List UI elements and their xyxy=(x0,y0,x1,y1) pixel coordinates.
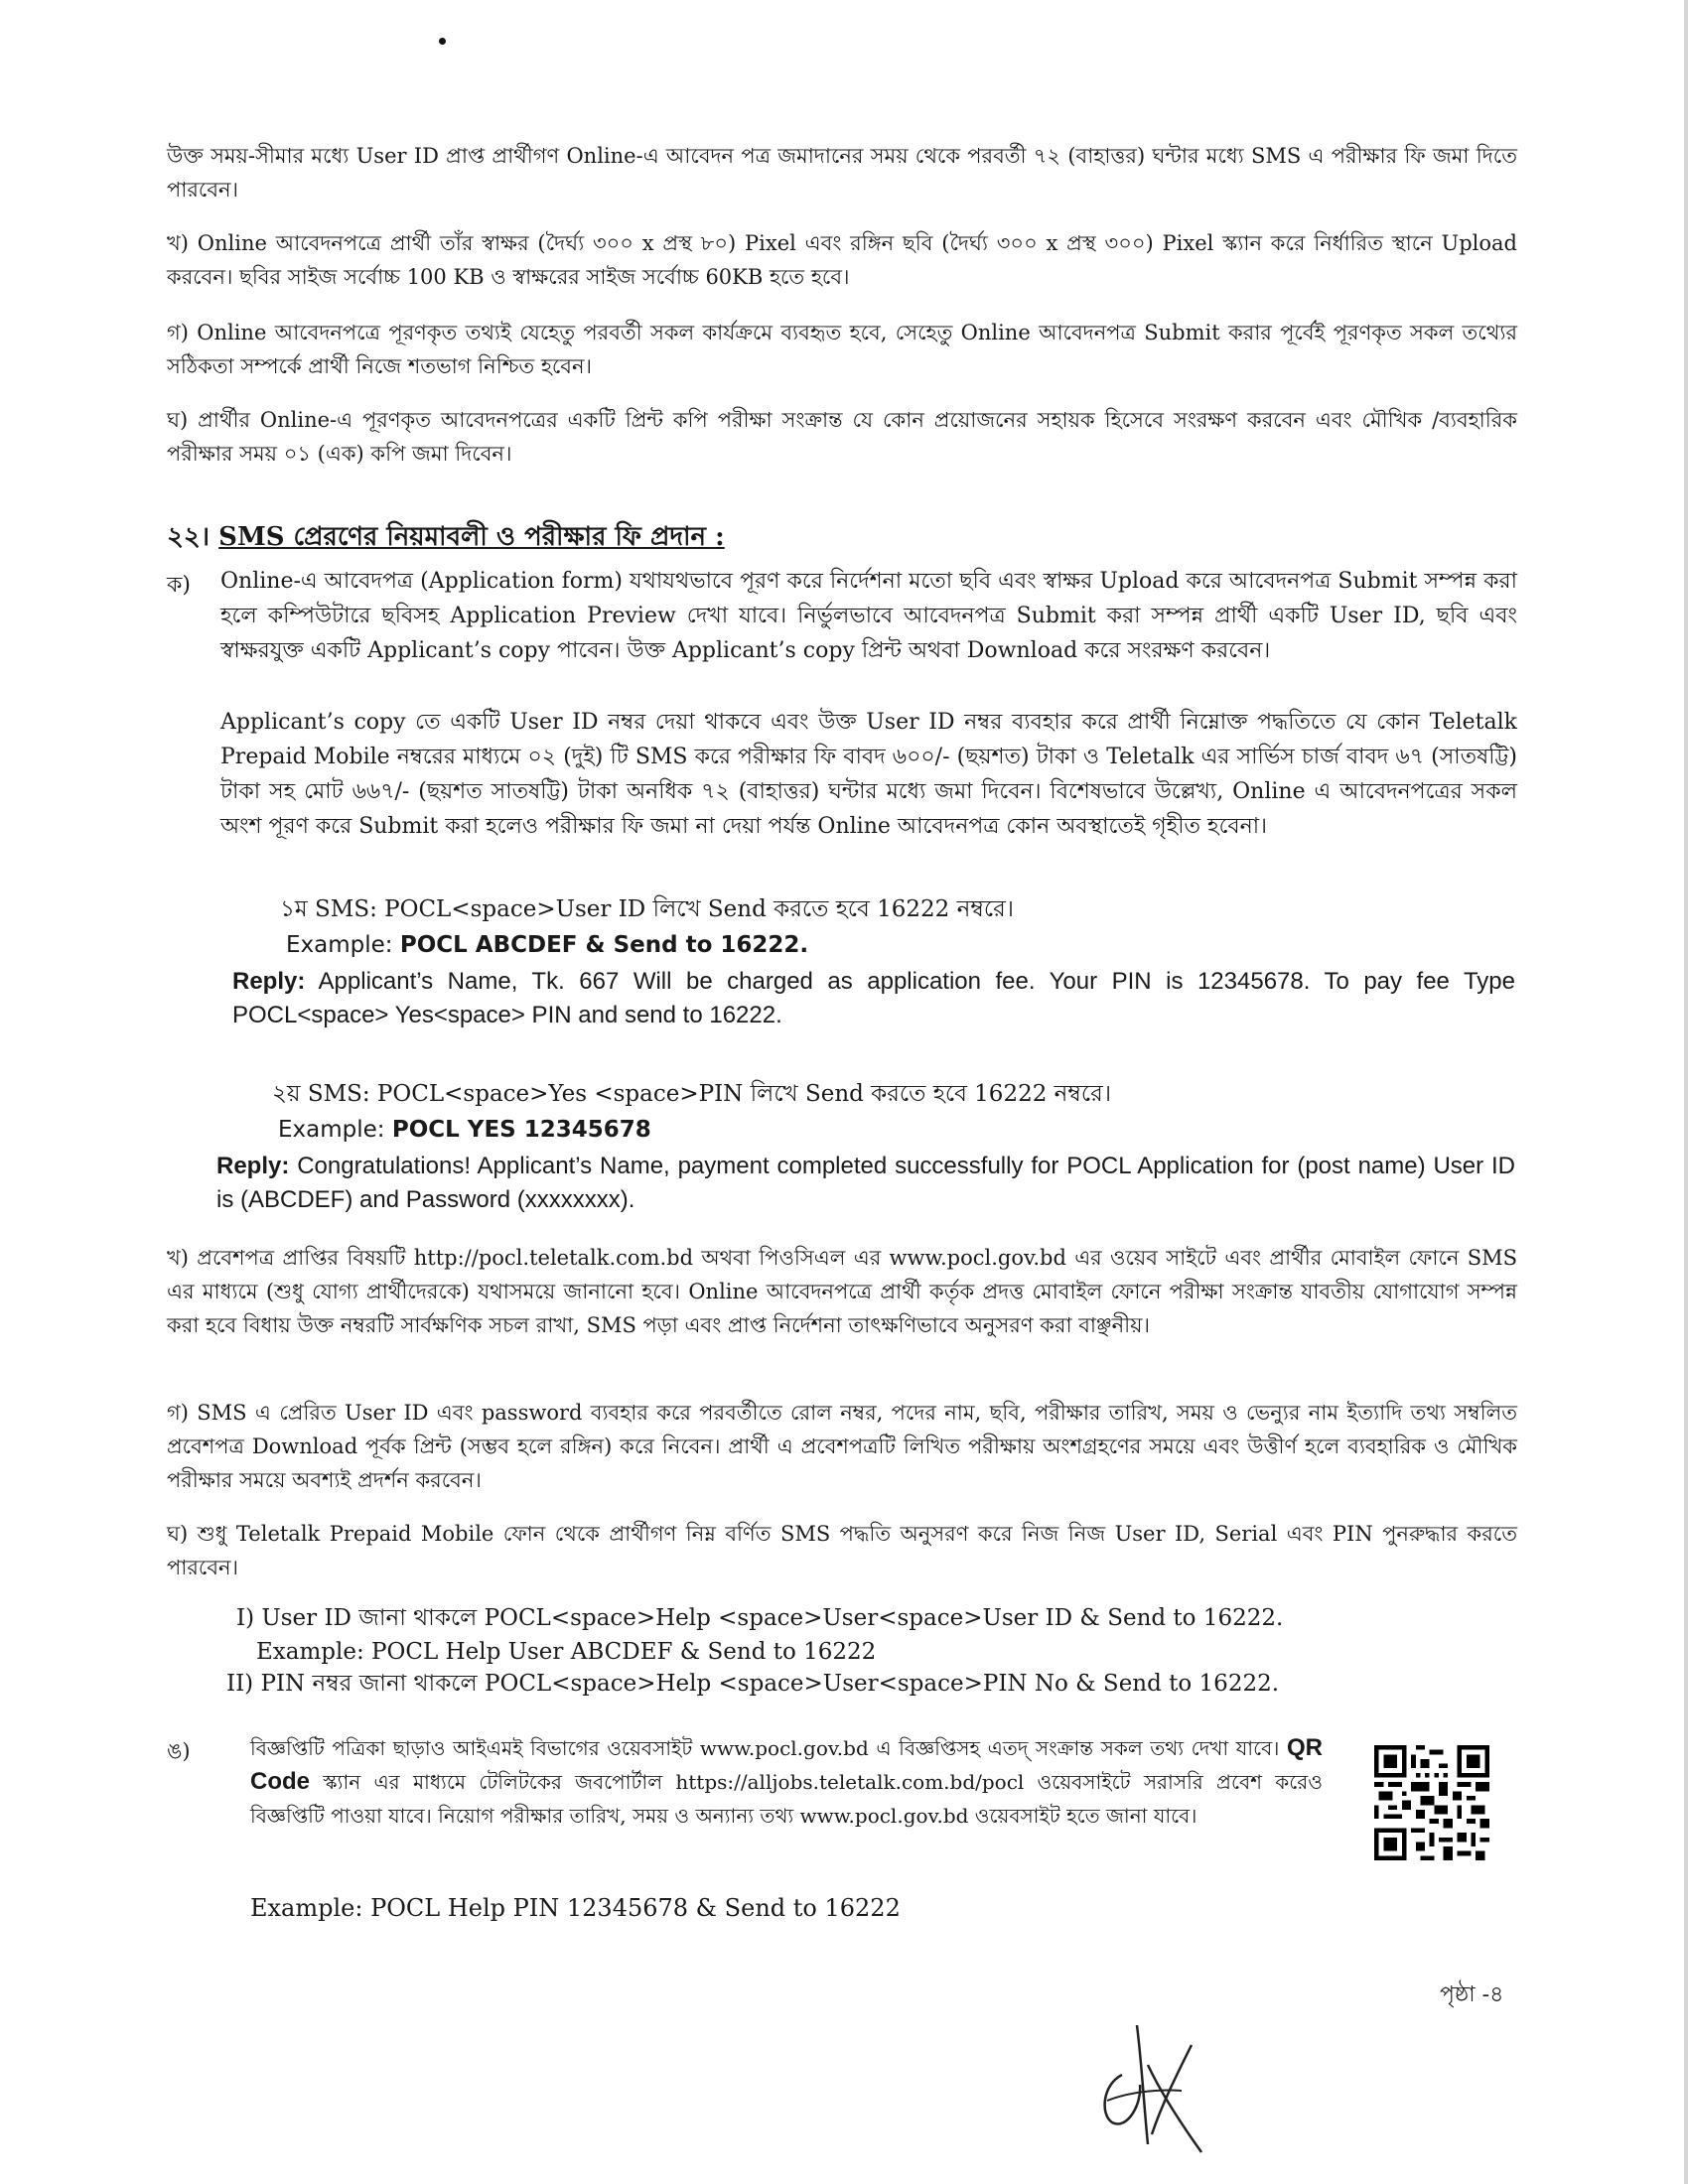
sms2-reply-label: Reply: xyxy=(216,1153,290,1179)
qr-code-label: QR Code xyxy=(250,1734,1323,1795)
item-uo-text-a: বিজ্ঞপ্তিটি পত্রিকা ছাড়াও আইএমই বিভাগের ওয়েবসাইট www.pocl.gov.bd এ বিজ্ঞপ্তিসহ এতদ্‌ সংক্রান্ত সকল তথ্য দেখা যাবে। xyxy=(250,1736,1287,1760)
item-gha-bottom: ঘ) শুধু Teletalk Prepaid Mobile ফোন থেকে প্রার্থীগণ নিম্ন বর্ণিত SMS পদ্ধতি অনুসরণ করে নিজ নিজ User ID, Serial এবং PIN পুনরুদ্ধার করতে পারবেন। xyxy=(167,1522,1517,1579)
item-ga-bottom: গ) SMS এ প্রেরিত User ID এবং password ব্যবহার করে পরবর্তীতে রোল নম্বর, পদের নাম, ছবি, পরীক্ষার তারিখ, সময় ও ভেন্যুর নাম ইত্যাদি তথ্য সম্বলিত প্রবেশপত্র Download পূর্বক প্রিন্ট (সম্ভব হলে রঙ্গিন) করে নিবেন। প্রার্থী এ প্রবেশপত্রটি লিখিত পরীক্ষায় অংশগ্রহণের সময়ে এবং উত্তীর্ণ হলে ব্যবহারিক ও মৌখিক পরীক্ষার সময়ে অবশ্যই প্রদর্শন করবেন। xyxy=(167,1401,1517,1492)
page-number: পৃষ্ঠা -৪ xyxy=(1440,1982,1504,2007)
sms1-example-value: POCL ABCDEF & Send to 16222. xyxy=(399,932,809,958)
sms1-reply-text: Applicant’s Name, Tk. 667 Will be charged as application fee. Your PIN is 12345678. To pay fee Type POCL<space> Yes<space> PIN and send to 16222. xyxy=(232,968,1515,1028)
sms2-reply xyxy=(216,1150,1515,1217)
sms2-example-value: POCL YES 12345678 xyxy=(391,1117,651,1143)
item-ga-top: গ) Online আবেদনপত্রে পূরণকৃত তথ্যই যেহেতু পরবর্তী সকল কার্যক্রমে ব্যবহৃত হবে, সেহেতু Online আবেদনপত্র Submit করার পূর্বেই পূরণকৃত সকল তথ্যের সঠিকতা সম্পর্কে প্রার্থী নিজে শতভাগ নিশ্চিত হবেন। xyxy=(167,321,1517,378)
item-kha-top: খ) Online আবেদনপত্রে প্রার্থী তাঁর স্বাক্ষর (দৈর্ঘ্য ৩০০ x প্রস্থ ৮০) Pixel এবং রঙ্গিন ছবি (দৈর্ঘ্য ৩০০ x প্রস্থ ৩০০) Pixel স্ক্যান করে নির্ধারিত স্থানে Upload করবেন। ছবির সাইজ সর্বোচ্চ 100 KB ও স্বাক্ষরের সাইজ সর্বোচ্চ 60KB হতে হবে। xyxy=(167,231,1517,289)
item-ka-text-2: Applicant’s copy তে একটি User ID নম্বর দেয়া থাকবে এবং উক্ত User ID নম্বর ব্যবহার করে প্রার্থী নিম্নোক্ত পদ্ধতিতে যে কোন Teletalk Prepaid Mobile নম্বরের মাধ্যমে ০২ (দুই) টি SMS করে পরীক্ষার ফি বাবদ ৬০০/- (ছয়শত) টাকা ও Teletalk এর সার্ভিস চার্জ বাবদ ৬৭ (সাতষট্টি) টাকা সহ মোট ৬৬৭/- (ছয়শত সাতষট্টি) টাকা অনধিক ৭২ (বাহাত্তর) ঘন্টার মধ্যে জমা দিবেন। বিশেষভাবে উল্লেখ্য, Online এ আবেদনপত্রের সকল অংশ পূরণ করে Submit করা হলেও পরীক্ষার ফি জমা না দেয়া পর্যন্ত Online আবেদনপত্র কোন অবস্থাতেই গৃহীত হবেনা। xyxy=(220,710,1517,839)
item-uo-text xyxy=(250,1731,1323,1833)
sms1-instruction: ১ম SMS: POCL<space>User ID লিখে Send করতে হবে 16222 নম্বরে। xyxy=(280,896,1015,922)
recovery-i-example: Example: POCL Help User ABCDEF & Send to 16222 xyxy=(256,1639,877,1665)
carryover-paragraph: উক্ত সময়-সীমার মধ্যে User ID প্রাপ্ত প্রার্থীগণ Online-এ আবেদন পত্র জমাদানের সময় থেকে পরবর্তী ৭২ (বাহাত্তর) ঘন্টার মধ্যে SMS এ পরীক্ষার ফি জমা দিতে পারবেন। xyxy=(167,144,1517,202)
section-number: ২২। xyxy=(167,522,211,552)
item-kha-bottom: খ) প্রবেশপত্র প্রাপ্তির বিষয়টি http://pocl.teletalk.com.bd অথবা পিওসিএল এর www.pocl.gov.bd এর ওয়েব সাইটে এবং প্রার্থীর মোবাইল ফোনে SMS এর মাধ্যমে (শুধু যোগ্য প্রার্থীদেরকে) যথাসময়ে জানানো হবে। Online আবেদনপত্রে প্রার্থী কর্তৃক প্রদত্ত মোবাইল ফোনে পরীক্ষা সংক্রান্ত যাবতীয় যোগাযোগ সম্পন্ন করা হবে বিধায় উক্ত নম্বরটি সার্বক্ষণিক সচল রাখা, SMS পড়া এবং প্রাপ্ত নির্দেশনা তাৎক্ষণিভাবে অনুসরণ করা বাঞ্ছনীয়। xyxy=(167,1246,1517,1337)
item-ka-text: Online-এ আবেদপত্র (Application form) যথাযথভাবে পূরণ করে নির্দেশনা মতো ছবি এবং স্বাক্ষর Upload করে আবেদনপত্র Submit সম্পন্ন করা হলে কম্পিউটারে ছবিসহ Application Preview দেখা যাবে। নির্ভুলভাবে আবেদনপত্র Submit করা সম্পন্ন প্রার্থী একটি User ID, ছবি এবং স্বাক্ষরযুক্ত একটি Applicant’s copy পাবেন। উক্ত Applicant’s copy প্রিন্ট অথবা Download করে সংরক্ষণ করবেন। xyxy=(220,569,1517,663)
handwritten-signature xyxy=(1082,2005,1231,2154)
sms1-reply xyxy=(232,965,1515,1032)
sms1-reply-label: Reply: xyxy=(232,968,306,995)
item-uo-marker: ঙ) xyxy=(167,1739,191,1763)
qr-code-image[interactable] xyxy=(1374,1745,1489,1860)
final-example: Example: POCL Help PIN 12345678 & Send to 16222 xyxy=(250,1894,901,1922)
item-ka-marker: ক) xyxy=(167,573,191,598)
scan-dot xyxy=(439,38,446,45)
section-title: SMS প্রেরণের নিয়মাবলী ও পরীক্ষার ফি প্রদান : xyxy=(218,522,725,552)
sms2-example xyxy=(278,1114,651,1146)
recovery-i: I) User ID জানা থাকলে POCL<space>Help <space>User<space>User ID & Send to 16222. xyxy=(236,1605,1284,1631)
scan-edge xyxy=(1684,0,1688,2184)
sms2-reply-text: Congratulations! Applicant’s Name, payment completed successfully for POCL Application for (post name) User ID is (ABCDEF) and Password (xxxxxxxx). xyxy=(216,1153,1515,1213)
item-uo-text-b: স্ক্যান এর মাধ্যমে টেলিটকের জবপোর্টাল https://alljobs.teletalk.com.bd/pocl ওয়েবসাইটে সরাসরি প্রবেশ করেও বিজ্ঞপ্তিটি পাওয়া যাবে। নিয়োগ পরীক্ষার তারিখ, সময় ও অন্যান্য তথ্য www.pocl.gov.bd ওয়েবসাইট হতে জানা যাবে। xyxy=(250,1770,1323,1828)
item-gha-top: ঘ) প্রার্থীর Online-এ পূরণকৃত আবেদনপত্রের একটি প্রিন্ট কপি পরীক্ষা সংক্রান্ত যে কোন প্রয়োজনের সহায়ক হিসেবে সংরক্ষণ করবেন এবং মৌখিক /ব্যবহারিক পরীক্ষার সময় ০১ (এক) কপি জমা দিবেন। xyxy=(167,408,1517,466)
recovery-ii: II) PIN নম্বর জানা থাকলে POCL<space>Help <space>User<space>PIN No & Send to 16222. xyxy=(226,1671,1280,1697)
sms1-example-label: Example: xyxy=(286,932,400,958)
sms2-example-label: Example: xyxy=(278,1117,392,1143)
sms1-example xyxy=(286,929,808,961)
section-heading xyxy=(167,516,725,560)
sms2-instruction: ২য় SMS: POCL<space>Yes <space>PIN লিখে Send করতে হবে 16222 নম্বরে। xyxy=(272,1081,1112,1107)
